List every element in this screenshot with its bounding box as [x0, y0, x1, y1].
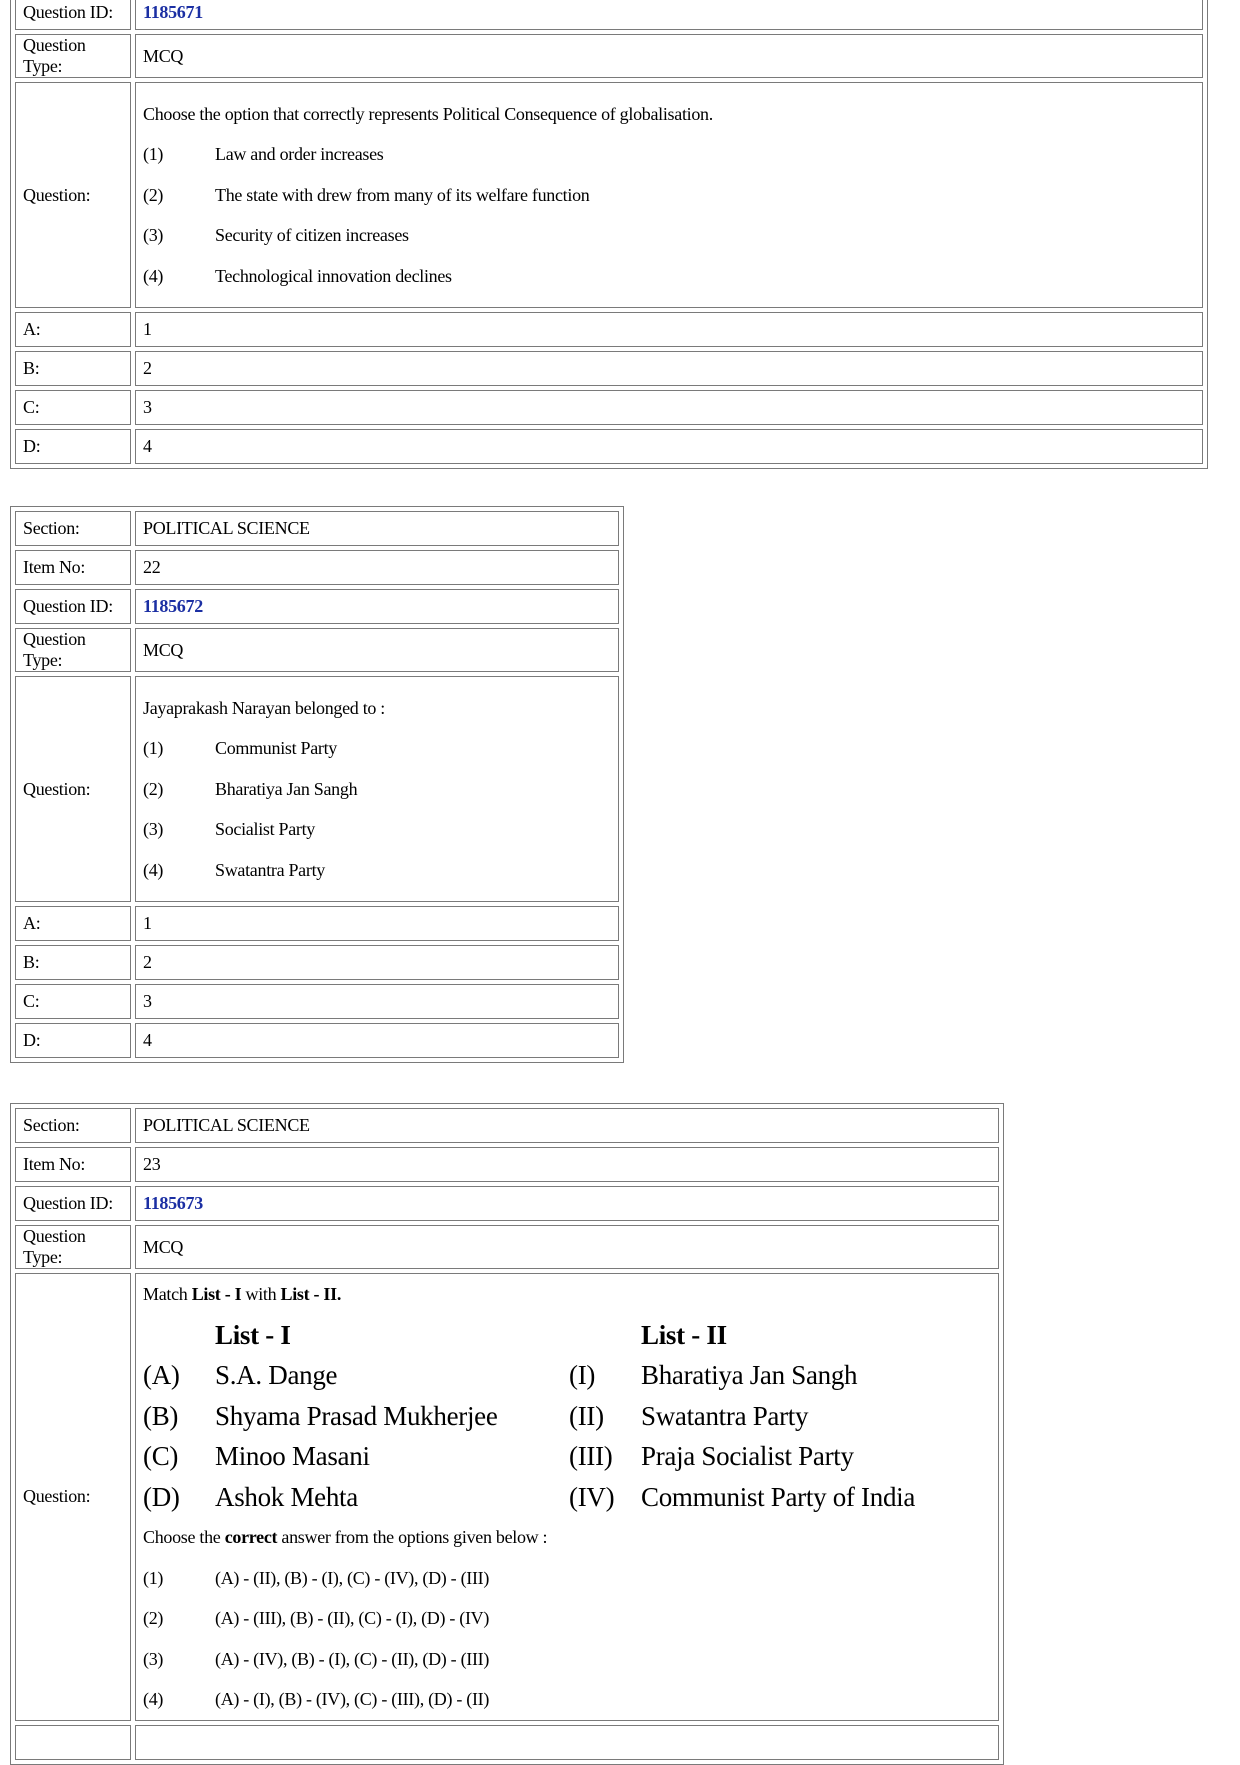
question-type-label: Question Type:	[15, 34, 131, 78]
option-text: Law and order increases	[215, 144, 384, 165]
answer-b-label: B:	[15, 351, 131, 386]
option-number: (4)	[143, 1689, 164, 1709]
section-label: Section:	[15, 511, 131, 546]
section-label: Section:	[15, 1108, 131, 1143]
answer-d-row	[15, 429, 1203, 464]
question-body	[135, 1273, 999, 1721]
option-number: (2)	[143, 1608, 164, 1628]
stem-prefix: Match	[143, 1284, 192, 1304]
match-header-row	[143, 1315, 915, 1356]
question-type-row	[15, 34, 1203, 78]
question-body	[135, 82, 1203, 308]
option-number: (1)	[143, 144, 164, 165]
answer-c-value: 3	[135, 984, 619, 1019]
answer-a-row	[15, 906, 619, 941]
answer-b-value: 2	[135, 351, 1203, 386]
option-2	[143, 175, 1195, 216]
section-value: POLITICAL SCIENCE	[135, 1108, 999, 1143]
question-stem: Jayaprakash Narayan belonged to :	[143, 697, 386, 718]
question-type-row	[15, 1225, 999, 1269]
question-id-value: 1185672	[135, 589, 619, 624]
option-4	[143, 256, 1195, 297]
stem-list-2: List - II	[280, 1284, 337, 1304]
list-2-item: Bharatiya Jan Sangh	[641, 1360, 858, 1390]
question-id-row	[15, 1186, 999, 1221]
answer-d-row	[15, 1023, 619, 1058]
option-1	[143, 134, 1195, 175]
answer-a-value: 1	[135, 906, 619, 941]
list-1-item: Shyama Prasad Mukherjee	[215, 1400, 498, 1431]
option-text: (A) - (I), (B) - (IV), (C) - (III), (D) - (II)	[215, 1689, 490, 1709]
question-type-value: MCQ	[135, 1225, 999, 1269]
option-text: Socialist Party	[215, 819, 315, 840]
answer-c-value: 3	[135, 390, 1203, 425]
stem-with: with	[241, 1284, 281, 1304]
answer-c-row	[15, 390, 1203, 425]
option-number: (2)	[143, 778, 164, 799]
item-no-value: 23	[135, 1147, 999, 1182]
answer-a-value: 1	[135, 312, 1203, 347]
list-1-marker: (A)	[143, 1360, 180, 1390]
answer-d-label: D:	[15, 429, 131, 464]
answer-c-label: C:	[15, 390, 131, 425]
option-number: (3)	[143, 225, 164, 246]
question-id-label: Question ID:	[15, 0, 131, 30]
option-number: (1)	[143, 1567, 164, 1588]
question-id-label: Question ID:	[15, 1186, 131, 1221]
answer-a-label: A:	[15, 312, 131, 347]
section-value: POLITICAL SCIENCE	[135, 511, 619, 546]
question-stem	[143, 1274, 991, 1315]
answer-d-value: 4	[135, 1023, 619, 1058]
option-text: Swatantra Party	[215, 859, 325, 880]
option-text: The state with drew from many of its welfare function	[215, 184, 590, 205]
list-1-header: List - I	[215, 1319, 291, 1350]
answer-b-value: 2	[135, 945, 619, 980]
question-row	[15, 1273, 999, 1721]
list-2-marker: (II)	[569, 1400, 604, 1431]
answer-instruction	[143, 1517, 991, 1558]
answer-b-row	[15, 945, 619, 980]
list-2-item: Praja Socialist Party	[641, 1441, 854, 1471]
next-row-partial	[15, 1725, 999, 1760]
answer-c-label: C:	[15, 984, 131, 1019]
question-row	[15, 82, 1203, 308]
list-1-item: Ashok Mehta	[215, 1481, 358, 1512]
match-row	[143, 1396, 915, 1437]
list-2-marker: (IV)	[569, 1481, 615, 1512]
option-text: Bharatiya Jan Sangh	[215, 778, 358, 799]
question-type-row	[15, 628, 619, 672]
list-2-item: Communist Party of India	[641, 1481, 916, 1512]
match-list-table	[143, 1315, 915, 1518]
question-label: Question:	[15, 1273, 131, 1721]
option-number: (3)	[143, 819, 164, 840]
option-text: (A) - (III), (B) - (II), (C) - (I), (D) - (IV)	[215, 1608, 490, 1628]
question-type-label: Question Type:	[15, 1225, 131, 1269]
item-no-value: 22	[135, 550, 619, 585]
answer-b-label: B:	[15, 945, 131, 980]
option-text: (A) - (II), (B) - (I), (C) - (IV), (D) - (III)	[215, 1567, 490, 1588]
option-text: Communist Party	[215, 738, 338, 759]
list-2-item: Swatantra Party	[641, 1400, 809, 1431]
instruction-prefix: Choose the	[143, 1527, 225, 1547]
option-3	[143, 1639, 991, 1680]
item-no-label: Item No:	[15, 1147, 131, 1182]
question-type-value: MCQ	[135, 34, 1203, 78]
option-4	[143, 850, 611, 891]
option-number: (4)	[143, 859, 164, 880]
option-number: (4)	[143, 265, 164, 286]
question-label: Question:	[15, 82, 131, 308]
option-1	[143, 1558, 991, 1599]
answer-b-row	[15, 351, 1203, 386]
item-no-row	[15, 1147, 999, 1182]
question-id-row	[15, 589, 619, 624]
list-2-marker: (I)	[569, 1360, 596, 1390]
answer-c-row	[15, 984, 619, 1019]
item-no-label: Item No:	[15, 550, 131, 585]
option-text: Security of citizen increases	[215, 225, 409, 246]
question-table-23	[10, 1103, 1004, 1765]
match-row	[143, 1477, 915, 1518]
option-3	[143, 809, 611, 850]
option-4	[143, 1679, 991, 1720]
answer-a-row	[15, 312, 1203, 347]
option-number: (2)	[143, 184, 164, 205]
option-number: (1)	[143, 738, 164, 759]
list-2-marker: (III)	[569, 1441, 613, 1471]
list-1-item: S.A. Dange	[215, 1360, 338, 1390]
instruction-bold: correct	[224, 1527, 278, 1547]
list-1-marker: (C)	[143, 1441, 179, 1471]
option-2	[143, 769, 611, 810]
question-table-22	[10, 506, 624, 1063]
option-1	[143, 728, 611, 769]
answer-d-value: 4	[135, 429, 1203, 464]
list-1-marker: (B)	[143, 1400, 179, 1431]
question-id-value: 1185671	[135, 0, 1203, 30]
stem-end: .	[336, 1284, 342, 1304]
question-body	[135, 676, 619, 902]
question-row	[15, 676, 619, 902]
question-type-value: MCQ	[135, 628, 619, 672]
item-no-row	[15, 550, 619, 585]
answer-d-label: D:	[15, 1023, 131, 1058]
question-type-label: Question Type:	[15, 628, 131, 672]
option-number: (3)	[143, 1648, 164, 1669]
list-1-marker: (D)	[143, 1481, 180, 1512]
question-id-label: Question ID:	[15, 589, 131, 624]
match-row	[143, 1355, 915, 1396]
option-text: (A) - (IV), (B) - (I), (C) - (II), (D) - (III)	[215, 1648, 490, 1669]
list-2-header: List - II	[641, 1319, 727, 1350]
instruction-suffix: answer from the options given below :	[277, 1527, 548, 1547]
option-text: Technological innovation declines	[215, 265, 452, 286]
question-stem: Choose the option that correctly represents Political Consequence of globalisation.	[143, 103, 713, 124]
section-row	[15, 1108, 999, 1143]
answer-a-label: A:	[15, 906, 131, 941]
option-2	[143, 1598, 991, 1639]
option-3	[143, 215, 1195, 256]
match-row	[143, 1436, 915, 1477]
question-label: Question:	[15, 676, 131, 902]
question-table-21	[10, 0, 1208, 469]
question-id-value: 1185673	[135, 1186, 999, 1221]
question-id-row	[15, 0, 1203, 30]
stem-list-1: List - I	[191, 1284, 242, 1304]
list-1-item: Minoo Masani	[215, 1441, 370, 1471]
section-row	[15, 511, 619, 546]
